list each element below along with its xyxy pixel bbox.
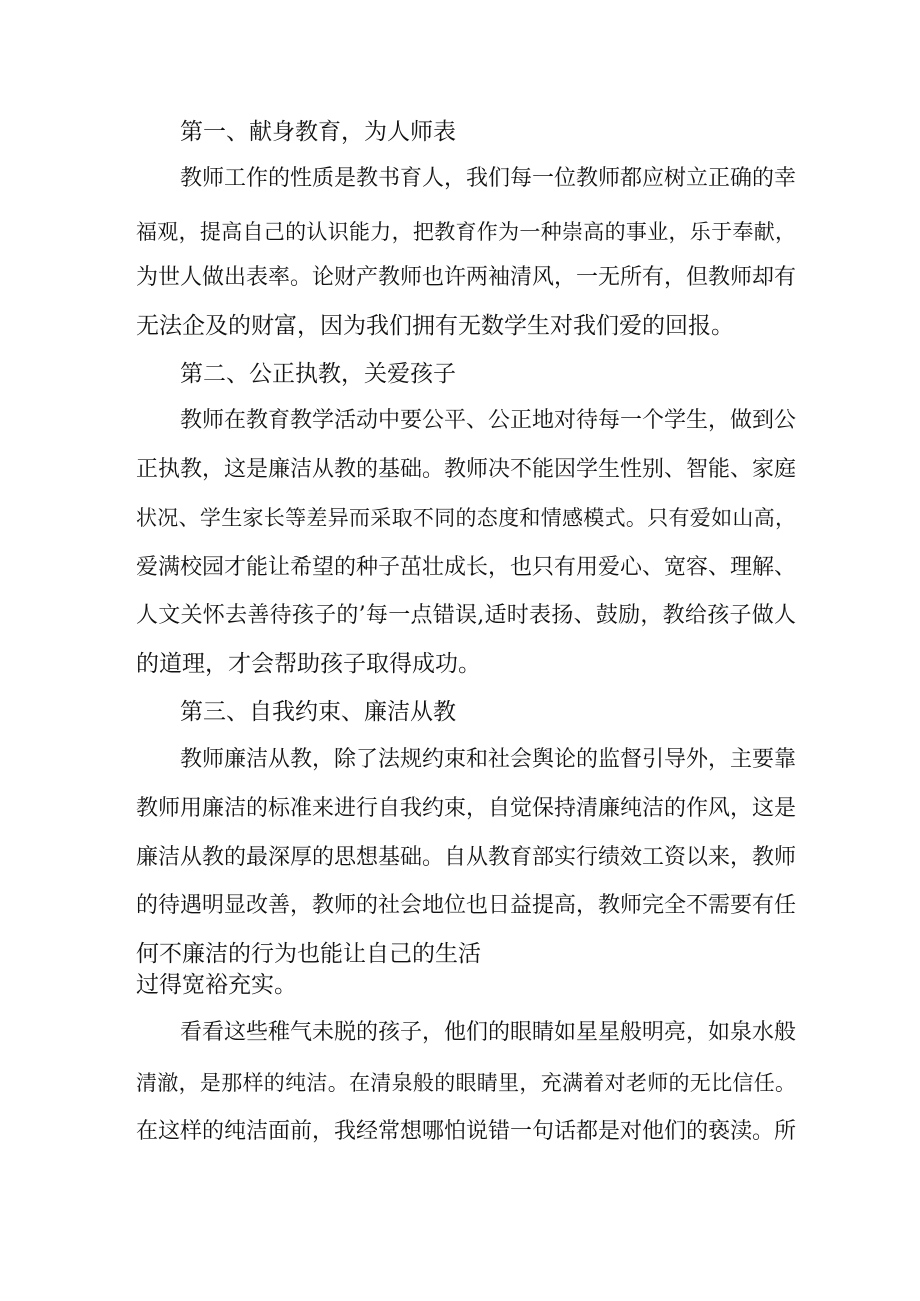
section-heading-1: 第一、献身教育，为人师表 [180,119,456,145]
paragraph-line: 过得宽裕充实。 [136,972,297,998]
paragraph-line: 教师工作的性质是教书育人，我们每一位教师都应树立正确的幸 [180,166,796,191]
paragraph-line: 人文关怀去善待孩子的’每一点错误,适时表扬、鼓励，教给孩子做人 [136,603,796,628]
paragraph-line: 看看这些稚气未脱的孩子，他们的眼睛如星星般明亮，如泉水般 [180,1020,796,1045]
paragraph-line: 清澈，是那样的纯洁。在清泉般的眼睛里，充满着对老师的无比信任。 [136,1071,796,1095]
paragraph-line: 教师廉洁从教，除了法规约束和社会舆论的监督引导外，主要靠 [180,747,796,772]
paragraph-line: 状况、学生家长等差异而采取不同的态度和情感模式。只有爱如山高， [136,506,796,530]
paragraph-line: 教师在教育教学活动中要公平、公正地对待每一个学生，做到公 [180,408,796,433]
paragraph-line: 在这样的纯洁面前，我经常想哪怕说错一句话都是对他们的亵渎。所 [136,1119,796,1144]
section-heading-3: 第三、自我约束、廉洁从教 [180,699,456,725]
paragraph-line: 教师用廉洁的标准来进行自我约束，自觉保持清廉纯洁的作风，这是 [136,796,796,821]
paragraph-line: 福观，提高自己的认识能力，把教育作为一种崇高的事业，乐于奉献， [136,220,796,244]
paragraph-line: 何不廉洁的行为也能让自己的生活 [136,941,481,967]
paragraph-line: 的待遇明显改善，教师的社会地位也日益提高，教师完全不需要有任 [136,893,796,918]
section-heading-2: 第二、公正执教，关爱孩子 [180,361,456,387]
paragraph-line: 爱满校园才能让希望的种子茁壮成长，也只有用爱心、宽容、理解、 [136,555,796,580]
paragraph-line: 无法企及的财富，因为我们拥有无数学生对我们爱的回报。 [136,313,734,339]
paragraph-line: 的道理，才会帮助孩子取得成功。 [136,651,481,677]
paragraph-line: 廉洁从教的最深厚的思想基础。自从教育部实行绩效工资以来，教师 [136,845,796,870]
paragraph-line: 正执教，这是廉洁从教的基础。教师决不能因学生性别、智能、家庭 [136,457,796,482]
paragraph-line: 为世人做出表率。论财产教师也许两袖清风，一无所有，但教师却有 [136,265,796,290]
